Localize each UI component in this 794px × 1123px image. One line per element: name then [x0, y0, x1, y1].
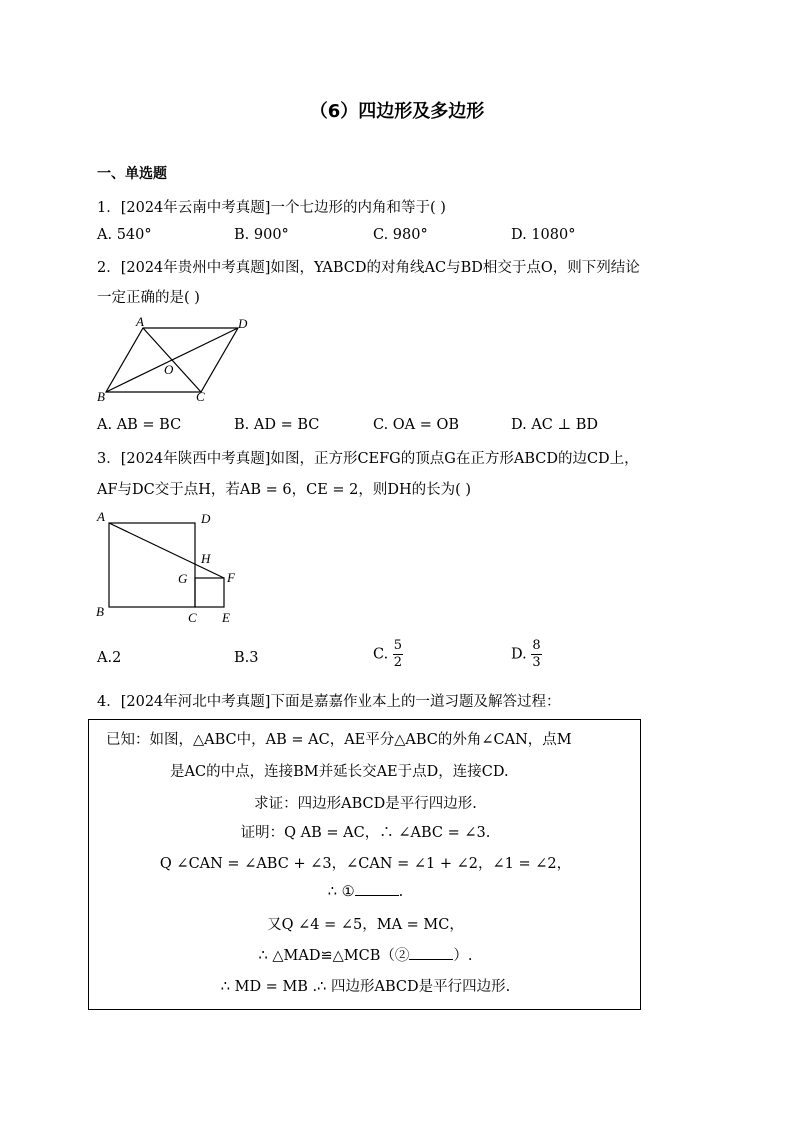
proof-line-7: 又Q ∠4 = ∠5，MA = MC， — [267, 917, 464, 933]
diagonal-bd — [106, 328, 238, 392]
q2-option-d: D. AC ⊥ BD — [511, 417, 599, 433]
fraction-five-halves: $\frac{5}{2}$ — [393, 638, 403, 670]
q3-option-d-label: D. — [511, 646, 527, 663]
section-heading: 一、单选题 — [97, 166, 167, 182]
square-cefg — [195, 578, 224, 607]
label-a: A — [97, 509, 105, 524]
page-title: （6）四边形及多边形 — [309, 101, 485, 122]
label-d: D — [238, 316, 248, 331]
q1-option-a: A. 540° — [97, 227, 152, 243]
label-g: G — [178, 571, 188, 586]
label-o: O — [164, 362, 174, 377]
q3-option-c-label: C. — [373, 646, 389, 663]
question-2-line2: 一定正确的是( ) — [97, 290, 200, 306]
proof-line-8: ∴ △MAD≌△MCB（② ）. — [258, 948, 473, 964]
q2-option-c: C. OA = OB — [373, 417, 460, 433]
label-f: F — [227, 570, 235, 585]
answer-blank-1[interactable] — [355, 883, 399, 896]
q3-option-c — [373, 638, 403, 671]
label-b: B — [96, 604, 104, 619]
q3-option-d — [511, 638, 542, 671]
q3-option-b: B.3 — [234, 650, 259, 666]
fraction-eight-thirds: $\frac{8}{3}$ — [532, 638, 541, 670]
proof-line-4: 证明：Q AB = AC，∴ ∠ABC = ∠3. — [240, 825, 491, 841]
q1-option-c: C. 980° — [373, 227, 428, 243]
question-1-text: 1．[2024年云南中考真题]一个七边形的内角和等于( ) — [97, 200, 446, 216]
q2-option-b: B. AD = BC — [234, 417, 320, 433]
q2-option-a: A. AB = BC — [97, 417, 182, 433]
proof-line-5: Q ∠CAN = ∠ABC + ∠3，∠CAN = ∠1 + ∠2，∠1 = ∠2， — [159, 856, 572, 872]
label-b: B — [97, 389, 105, 404]
q3-option-a: A.2 — [97, 650, 122, 666]
label-d: D — [201, 511, 211, 526]
question-3-line2: AF与DC交于点H，若AB = 6，CE = 2，则DH的长为( ) — [97, 482, 472, 498]
proof-line-1: 已知：如图，△ABC中，AB = AC，AE平分△ABC的外角∠CAN，点M — [106, 732, 572, 748]
proof-line-3: 求证：四边形ABCD是平行四边形. — [254, 796, 477, 812]
question-4-intro: 4．[2024年河北中考真题]下面是嘉嘉作业本上的一道习题及解答过程： — [97, 694, 561, 710]
proof-line-2: 是AC的中点，连接BM并延长交AE于点D，连接CD. — [170, 764, 509, 780]
parallelogram-figure — [90, 312, 260, 407]
q1-option-b: B. 900° — [234, 227, 289, 243]
square-abcd — [109, 523, 195, 607]
question-3-line1: 3．[2024年陕西中考真题]如图，正方形CEFG的顶点G在正方形ABCD的边CD上， — [97, 451, 639, 467]
proof-line-6: ∴ ① . — [327, 884, 404, 900]
question-2-line1: 2．[2024年贵州中考真题]如图，YABCD的对角线AC与BD相交于点O，则下列结论 — [97, 260, 640, 276]
answer-blank-2[interactable] — [409, 947, 453, 960]
squares-figure — [90, 505, 250, 630]
label-c: C — [188, 610, 197, 625]
proof-box — [88, 719, 641, 1010]
proof-line-9: ∴ MD = MB .∴ 四边形ABCD是平行四边形. — [220, 979, 511, 995]
label-a: A — [136, 314, 144, 329]
q1-option-d: D. 1080° — [511, 227, 576, 243]
label-h: H — [201, 551, 211, 566]
label-e: E — [222, 610, 230, 625]
label-c: C — [196, 389, 205, 404]
